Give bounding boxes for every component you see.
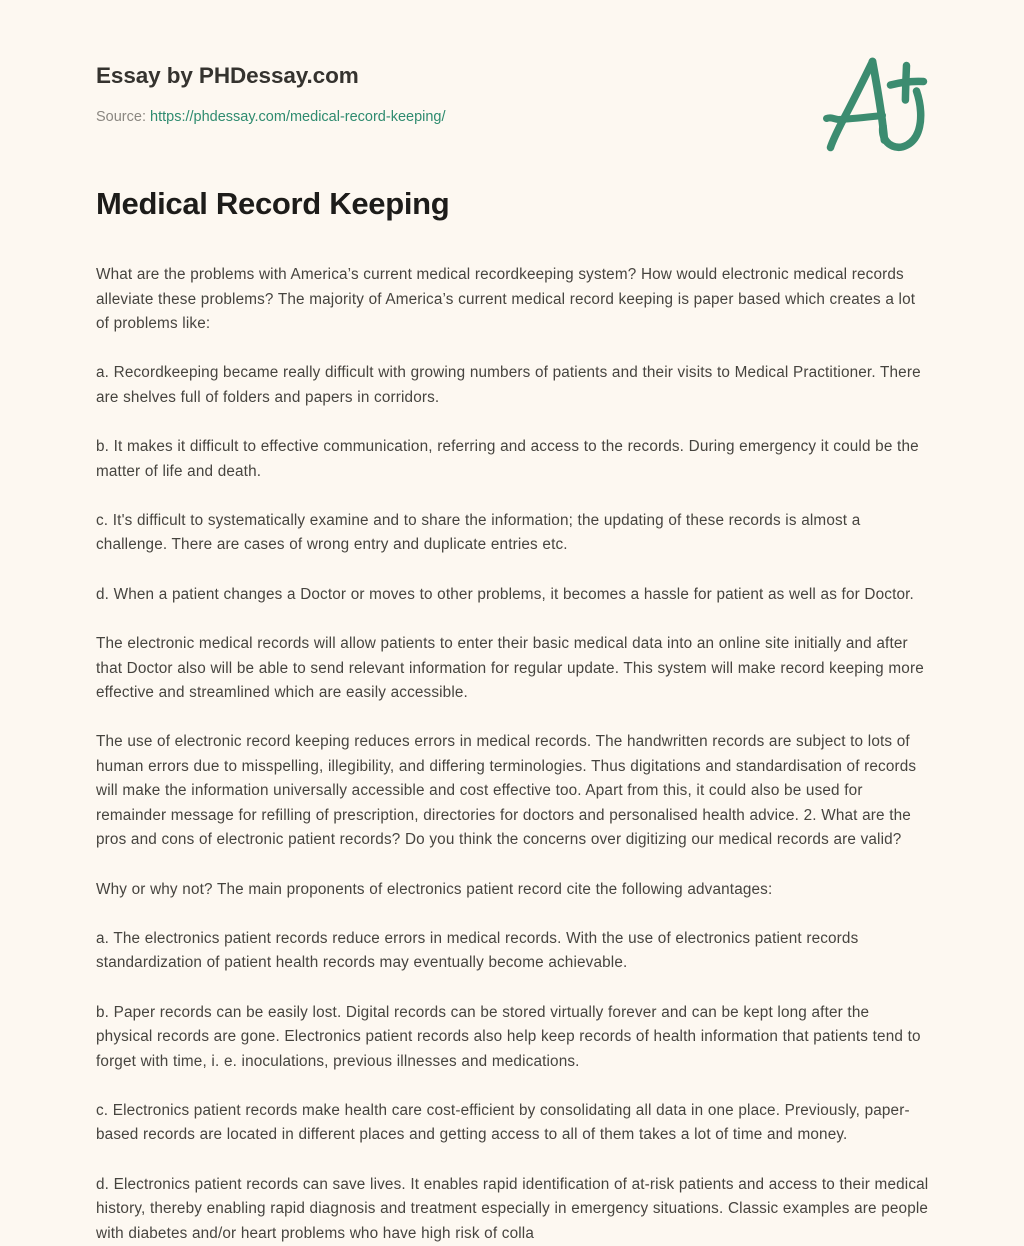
body-paragraph: The electronic medical records will allow patients to enter their basic medical data into an online site initially and after that Doctor also will be able to send relevant information for regular update. This system will make record keeping more effective and streamlined which are easily accessible. (96, 635, 924, 702)
body-paragraph: Why or why not? The main proponents of electronics patient record cite the following advantages: (96, 880, 773, 898)
body-paragraph: a. Recordkeeping became really difficult with growing numbers of patients and their visits to Medical Practitioner. There are shelves full of folders and papers in corridors. (96, 364, 921, 406)
source-label: Source: (96, 109, 146, 126)
body-paragraph: d. Electronics patient records can save lives. It enables rapid identification of at-risk patients and access to their medical history, thereby enabling rapid diagnosis and treatment especially in emergency situations. Classic examples are people with diabetes and/or heart problems who have high risk of colla (96, 1175, 929, 1242)
body-paragraph: c. Electronics patient records make health care cost-efficient by consolidating all data in one place. Previously, paper-based records are located in different places and getting access to all of them takes a lot of time and money. (96, 1101, 910, 1144)
body-paragraph: a. The electronics patient records reduce errors in medical records. With the use of electronics patient records standardization of patient health records may eventually become achievable. (96, 929, 859, 972)
body-paragraph: c. It's difficult to systematically examine and to share the information; the updating of these records is almost a challenge. There are cases of wrong entry and duplicate entries etc. (96, 512, 861, 554)
body-paragraph: The use of electronic record keeping reduces errors in medical records. The handwritten records are subject to lots of human errors due to misspelling, illegibility, and differing terminologies. Thus digitations and standardisation of records will make the information universally accessible and cost effective too. Apart from this, it could also be used for remainder message for refilling of prescription, directories for doctors and personalised health advice. 2. What are the pros and cons of electronic patient records? Do you think the concerns over digitizing our medical records are valid? (96, 733, 917, 849)
body-paragraph: d. When a patient changes a Doctor or moves to other problems, it becomes a hassle for patient as well as for Doctor. (96, 585, 914, 603)
body-paragraph: b. Paper records can be easily lost. Digital records can be stored virtually forever and can be kept long after the physical records are gone. Electronics patient records also help keep records of health information that patients tend to forget with time, i. e. inoculations, previous illnesses and medications. (96, 1003, 921, 1070)
brand-title: Essay by PHDessay.com (96, 63, 359, 88)
essay-body (0, 222, 1024, 1246)
body-paragraph: b. It makes it difficult to effective communication, referring and access to the records. During emergency it could be the matter of life and death. (96, 438, 919, 480)
page-header (0, 0, 1024, 185)
body-paragraph: What are the problems with America’s current medical recordkeeping system? How would electronic medical records alleviate these problems? The majority of America’s current medical record keeping is paper based which creates a lot of problems like: (96, 266, 916, 332)
phdessay-a-plus-logo-icon (818, 48, 938, 166)
source-line (96, 108, 928, 127)
page-title: Medical Record Keeping (96, 186, 450, 221)
source-url-link[interactable]: https://phdessay.com/medical-record-keeping/ (150, 109, 446, 126)
